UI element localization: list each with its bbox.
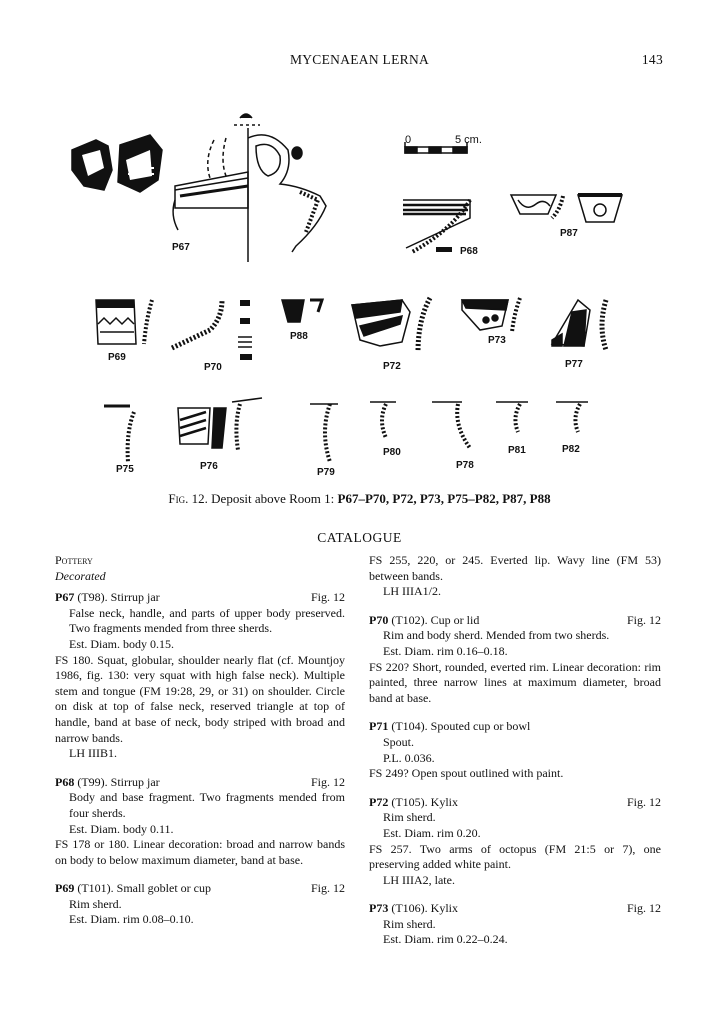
entry-fs: FS 257. Two arms of octopus (FM 21:5 or 7), one preserving added white paint. (369, 841, 661, 872)
sherd-p87 (511, 195, 622, 222)
fig-ref: Fig. 12 (310, 590, 345, 605)
label-p68: P68 (460, 246, 478, 257)
entry-p69-head (55, 881, 345, 897)
label-p78: P78 (456, 460, 474, 471)
label-p70: P70 (204, 362, 222, 373)
sherd-p68 (403, 200, 470, 252)
figure-12-drawings (0, 0, 719, 490)
label-p88: P88 (290, 331, 308, 342)
fig-ref: Fig. 12 (310, 774, 345, 789)
entry-number: P73 (369, 901, 389, 916)
entry-number: P67 (55, 590, 75, 605)
sherd-p81 (496, 402, 528, 432)
fig-ref: Fig. 12 (626, 612, 661, 627)
entry-title: (T99). Stirrup jar (74, 774, 160, 789)
entry-title: (T105). Kylix (388, 794, 458, 809)
entry-diameter: Est. Diam. rim 0.20. (383, 825, 481, 840)
entry-title: (T104). Spouted cup or bowl (388, 719, 531, 734)
entry-p68-head (55, 775, 345, 791)
entry-description: Rim sherd. (383, 810, 436, 825)
entry-fs: FS 255, 220, or 245. Everted lip. Wavy line (FM 53) between bands. (369, 553, 661, 583)
entry-diameter: Est. Diam. rim 0.08–0.10. (69, 912, 194, 927)
label-p67: P67 (172, 242, 190, 253)
sherd-p67 (72, 114, 326, 262)
sherd-p72 (352, 298, 430, 352)
entry-p73-head (369, 901, 661, 917)
entry-title: (T101). Small goblet or cup (74, 881, 211, 896)
entry-description: Rim sherd. (383, 916, 436, 931)
entry-p72-head (369, 795, 661, 811)
entry-title: (T98). Stirrup jar (74, 590, 160, 605)
entry-description: Rim sherd. (69, 896, 122, 911)
entry-p70-head (369, 613, 661, 629)
entry-p67-head (55, 590, 345, 606)
entry-fs: FS 220? Short, rounded, everted rim. Linear decoration: rim painted, three narrow lines at maximum diameter, broad band at base. (369, 659, 661, 705)
entry-p71-head (369, 719, 661, 735)
entry-description: False neck, handle, and parts of upper body preserved. Two fragments mended from three sherds. (69, 605, 345, 636)
sherd-p82 (556, 402, 588, 432)
entry-diameter: Est. Diam. rim 0.22–0.24. (383, 932, 508, 947)
label-p77: P77 (565, 359, 583, 370)
sherd-p75 (104, 406, 134, 462)
entry-date: LH IIIA1/2. (383, 584, 441, 599)
page-number: 143 (641, 52, 663, 67)
entry-fs: FS 180. Squat, globular, shoulder nearly flat (cf. Mountjoy 1986, fig. 130: very squat with high false neck). Multiple stem and tongue (FM 19:28, 29, or 31) on shoulder. Circle on disk at top of false neck, reserved triangle at top of handle, band at base of neck, body striped with broad and narrow bands. (55, 652, 345, 745)
sherd-p69 (96, 300, 152, 344)
right-column (369, 553, 661, 948)
caption-text: Deposit above Room 1: (207, 491, 338, 506)
caption-prefix: Fig. 12. (168, 491, 208, 506)
label-p80: P80 (383, 447, 401, 458)
entry-number: P70 (369, 612, 389, 627)
scale-zero: 0 (405, 134, 412, 146)
entry-title: (T102). Cup or lid (388, 612, 480, 627)
label-p76: P76 (200, 461, 218, 472)
label-p81: P81 (508, 445, 526, 456)
label-p75: P75 (116, 464, 134, 475)
left-column (55, 553, 345, 928)
entry-fs: FS 249? Open spout outlined with paint. (369, 766, 564, 781)
entry-number: P68 (55, 774, 75, 789)
entry-diameter: Est. Diam. rim 0.16–0.18. (383, 643, 508, 658)
section-heading: Pottery (55, 553, 93, 567)
fig-ref: Fig. 12 (626, 794, 661, 809)
entry-diameter: Est. Diam. body 0.11. (69, 821, 174, 836)
entry-date: LH IIIA2, late. (383, 872, 455, 887)
sherd-p76 (178, 398, 262, 450)
entry-title: (T106). Kylix (388, 901, 458, 916)
entry-description: Body and base fragment. Two fragments mended from four sherds. (69, 790, 345, 820)
entry-number: P69 (55, 881, 75, 896)
subsection-heading: Decorated (55, 568, 106, 583)
sherd-p80 (370, 402, 396, 438)
sherd-p70 (172, 300, 252, 360)
entry-number: P71 (369, 719, 389, 734)
label-p82: P82 (562, 444, 580, 455)
label-p87: P87 (560, 228, 578, 239)
label-p69: P69 (108, 352, 126, 363)
entry-diameter: P.L. 0.036. (383, 750, 435, 765)
entry-description: Spout. (383, 734, 415, 749)
entry-description: Rim and body sherd. Mended from two sherds. (383, 628, 610, 643)
sherd-p73 (462, 298, 520, 332)
sherd-p88 (282, 300, 322, 322)
label-p73: P73 (488, 335, 506, 346)
sherd-p79 (310, 404, 338, 462)
sherd-p78 (432, 402, 470, 448)
label-p72: P72 (383, 361, 401, 372)
entry-diameter: Est. Diam. body 0.15. (69, 636, 174, 651)
sherd-p77 (552, 300, 606, 350)
figure-caption (0, 491, 719, 507)
entry-number: P72 (369, 794, 389, 809)
fig-ref: Fig. 12 (310, 881, 345, 896)
running-head: MYCENAEAN LERNA (289, 52, 430, 67)
scale-label: 5 cm. (455, 134, 482, 146)
label-p79: P79 (317, 467, 335, 478)
entry-date: LH IIIB1. (69, 746, 117, 761)
fig-ref: Fig. 12 (626, 901, 661, 916)
caption-bold: P67–P70, P72, P73, P75–P82, P87, P88 (337, 491, 551, 506)
entry-fs: FS 178 or 180. Linear decoration: broad and narrow bands on body to below maximum diameter, band at base. (55, 837, 345, 867)
catalogue-heading: CATALOGUE (317, 530, 402, 545)
